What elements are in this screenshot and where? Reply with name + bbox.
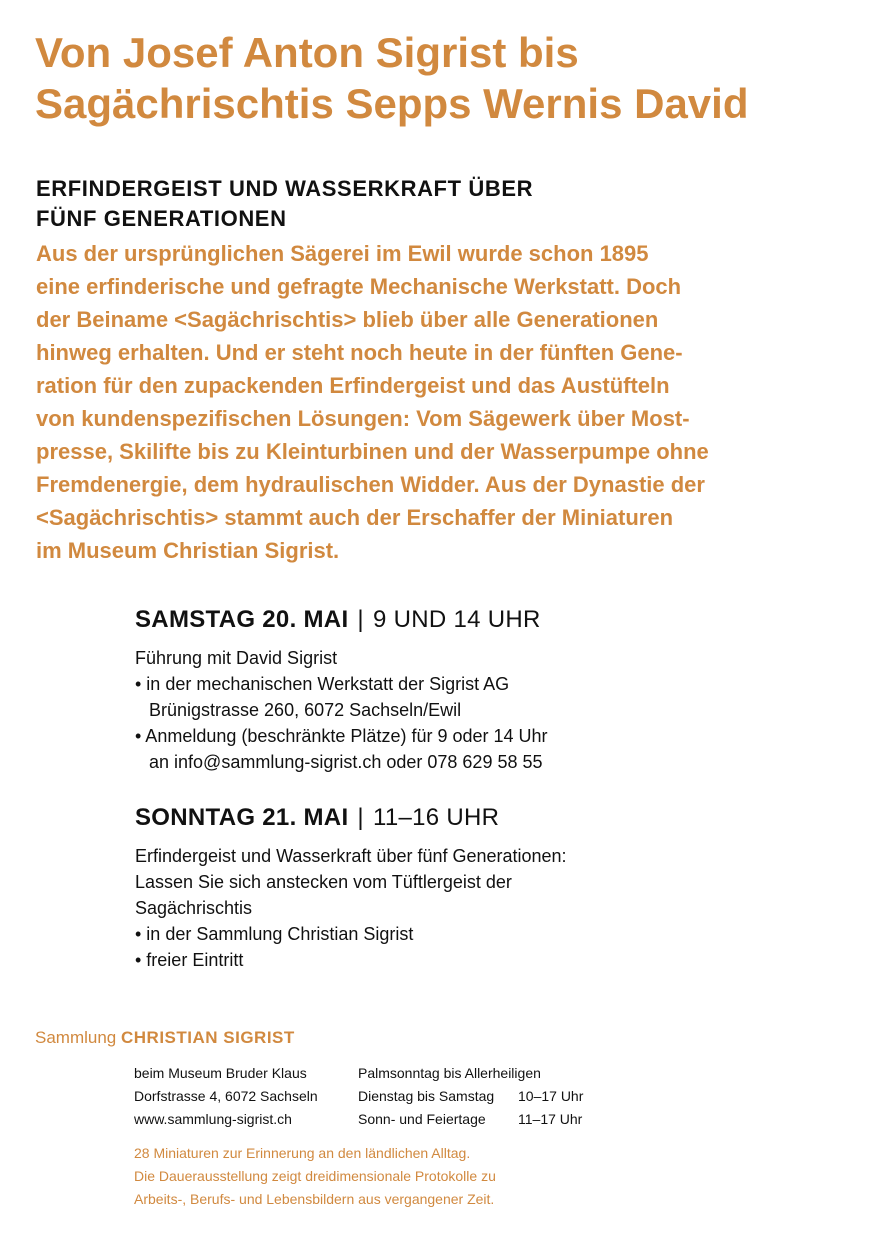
title-line: Sagächrischtis Sepps Wernis David xyxy=(35,80,749,127)
opening-hours-value xyxy=(518,1062,583,1085)
intro-line: presse, Skilifte bis zu Kleinturbinen und der Wasserpumpe ohne xyxy=(36,439,709,464)
intro-line: Fremdenergie, dem hydraulischen Widder. Aus der Dynastie der xyxy=(36,472,705,497)
brand-name: CHRISTIAN SIGRIST xyxy=(121,1028,295,1047)
intro-line: im Museum Christian Sigrist. xyxy=(36,538,340,563)
subtitle-line: FÜNF GENERATIONEN xyxy=(36,206,287,231)
brand-prefix: Sammlung xyxy=(35,1028,117,1047)
event-sunday xyxy=(135,802,755,973)
intro-line: Aus der ursprünglichen Sägerei im Ewil wurde schon 1895 xyxy=(36,241,649,266)
intro-line: der Beiname <Sagächrischtis> blieb über alle Generationen xyxy=(36,307,659,332)
address-line: Dorfstrasse 4, 6072 Sachseln xyxy=(134,1088,318,1104)
footer-line: 28 Miniaturen zur Erinnerung an den ländlichen Alltag. xyxy=(134,1145,471,1161)
intro-paragraph xyxy=(36,237,836,567)
event-line: • in der mechanischen Werkstatt der Sigrist AG xyxy=(135,674,510,694)
event-line: Führung mit David Sigrist xyxy=(135,648,338,668)
event-separator: | xyxy=(357,804,364,831)
intro-line: hinweg erhalten. Und er steht noch heute in der fünften Gene- xyxy=(36,340,683,365)
event-day: SAMSTAG 20. MAI xyxy=(135,606,349,633)
address-block xyxy=(134,1062,318,1131)
event-separator: | xyxy=(357,606,364,633)
title-line: Von Josef Anton Sigrist bis xyxy=(35,29,579,76)
brand-logo-text xyxy=(35,1026,295,1050)
event-line: Erfindergeist und Wasserkraft über fünf Generationen: xyxy=(135,846,567,866)
event-line: • Anmeldung (beschränkte Plätze) für 9 oder 14 Uhr xyxy=(135,726,548,746)
event-line: Brünigstrasse 260, 6072 Sachseln/Ewil xyxy=(149,700,462,720)
opening-label: Palmsonntag bis Allerheiligen xyxy=(358,1065,541,1081)
opening-days xyxy=(358,1062,541,1131)
event-line: Sagächrischtis xyxy=(135,898,253,918)
event-line: Lassen Sie sich anstecken vom Tüftlergeist der xyxy=(135,872,512,892)
intro-line: <Sagächrischtis> stammt auch der Erschaffer der Miniaturen xyxy=(36,505,674,530)
intro-line: eine erfinderische und gefragte Mechanische Werkstatt. Doch xyxy=(36,274,682,299)
website-link[interactable]: www.sammlung-sigrist.ch xyxy=(134,1111,292,1127)
event-day: SONNTAG 21. MAI xyxy=(135,804,349,831)
event-time: 9 UND 14 UHR xyxy=(372,606,541,633)
event-details xyxy=(135,645,755,775)
footer-description xyxy=(134,1142,496,1211)
event-line: an info@sammlung-sigrist.ch oder 078 629 58 55 xyxy=(149,752,543,772)
event-heading xyxy=(135,604,755,636)
event-saturday xyxy=(135,604,755,775)
intro-line: ration für den zupackenden Erfindergeist und das Austüfteln xyxy=(36,373,670,398)
event-line: • freier Eintritt xyxy=(135,950,244,970)
footer-line: Arbeits-, Berufs- und Lebensbildern aus vergangener Zeit. xyxy=(134,1191,495,1207)
section-subtitle xyxy=(36,174,533,234)
footer-line: Die Dauerausstellung zeigt dreidimensionale Protokolle zu xyxy=(134,1168,496,1184)
subtitle-line: ERFINDERGEIST UND WASSERKRAFT ÜBER xyxy=(36,176,534,201)
opening-hours-value: 10–17 Uhr xyxy=(518,1088,584,1104)
event-details xyxy=(135,843,755,973)
page-title xyxy=(35,27,855,129)
opening-label: Dienstag bis Samstag xyxy=(358,1088,495,1104)
event-heading xyxy=(135,802,755,834)
intro-line: von kundenspezifischen Lösungen: Vom Sägewerk über Most- xyxy=(36,406,690,431)
opening-hours xyxy=(518,1062,583,1131)
event-time: 11–16 UHR xyxy=(372,804,500,831)
event-line: • in der Sammlung Christian Sigrist xyxy=(135,924,414,944)
address-line: beim Museum Bruder Klaus xyxy=(134,1065,307,1081)
opening-label: Sonn- und Feiertage xyxy=(358,1111,486,1127)
opening-hours-value: 11–17 Uhr xyxy=(518,1111,583,1127)
